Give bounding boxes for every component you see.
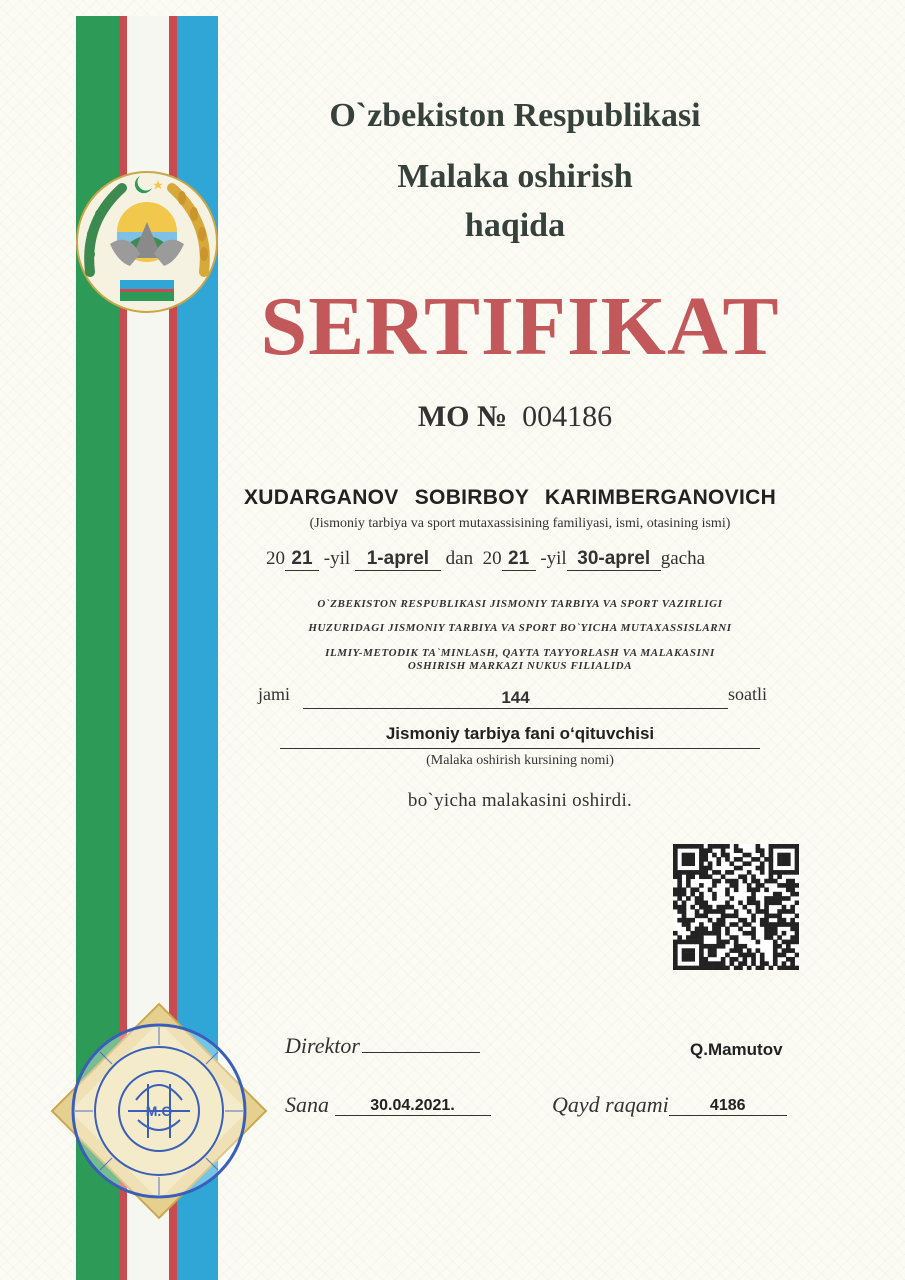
year-end: 21 — [502, 548, 536, 571]
yil-label: -yil — [323, 548, 351, 569]
number-value: 004186 — [522, 400, 613, 433]
certificate-title: SERTIFIKAT — [260, 280, 780, 373]
registration-row — [552, 1092, 787, 1118]
director-row — [285, 1032, 480, 1059]
date-end: 30-aprel — [567, 548, 661, 571]
gacha-label: gacha — [660, 548, 706, 569]
organization-line: O`ZBEKISTON RESPUBLIKASI JISMONIY TARBIYA VA SPORT VAZIRLIGI — [317, 598, 723, 610]
hours-prefix: jami — [258, 684, 290, 704]
date-start: 1-aprel — [355, 548, 441, 571]
director-signature-line — [362, 1032, 480, 1053]
date-row — [285, 1092, 491, 1118]
organization-line: HUZURIDAGI JISMONIY TARBIYA VA SPORT BO`YICHA MUTAXASSISLARNI — [308, 622, 732, 634]
date-value: 30.04.2021. — [335, 1097, 491, 1116]
certificate-number — [230, 400, 800, 434]
course-period — [266, 548, 806, 571]
organization-line: OSHIRISH MARKAZI NUKUS FILIALIDA — [407, 660, 633, 672]
year-prefix: 20 — [266, 548, 285, 569]
yil-label: -yil — [540, 548, 567, 569]
header-about: haqida — [464, 207, 566, 244]
header-subject: Malaka oshirish — [397, 158, 633, 195]
dan-label: dan — [445, 548, 474, 569]
qr-code-icon[interactable] — [673, 844, 799, 970]
header-country: O`zbekiston Respublikasi — [329, 97, 701, 134]
organization-line: ILMIY-METODIK TA`MINLASH, QAYTA TAYYORLASH VA MALAKASINI — [325, 647, 715, 659]
year-start: 21 — [285, 548, 319, 571]
course-caption: (Malaka oshirish kursining nomi) — [426, 753, 614, 768]
holder-name-caption: (Jismoniy tarbiya va sport mutaxassisining familiyasi, ismi, otasining ismi) — [309, 516, 731, 531]
state-emblem-icon — [70, 162, 224, 316]
hours-suffix: soatli — [728, 684, 767, 704]
registration-label: Qayd raqami — [552, 1092, 669, 1117]
hours-value: 144 — [303, 688, 728, 709]
series-label: MO № — [417, 400, 508, 433]
seal-center-text: M.O — [145, 1103, 173, 1119]
result-text: bo`yicha malakasini oshirdi. — [407, 790, 633, 811]
date-label: Sana — [285, 1092, 329, 1117]
registration-value: 4186 — [669, 1097, 787, 1116]
director-label: Direktor — [285, 1033, 360, 1058]
official-seal-icon — [48, 1000, 270, 1222]
holder-name: XUDARGANOV SOBIRBOY KARIMBERGANOVICH — [243, 486, 777, 509]
year-prefix: 20 — [482, 548, 502, 569]
director-name: Q.Mamutov — [690, 1040, 783, 1059]
course-name: Jismoniy tarbiya fani o‘qituvchisi — [280, 724, 760, 749]
